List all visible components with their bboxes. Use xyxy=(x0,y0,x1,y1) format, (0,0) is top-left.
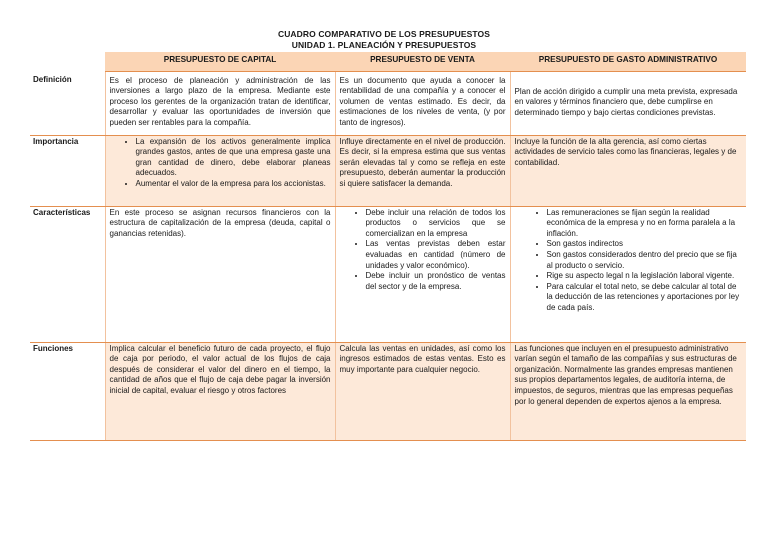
header-row xyxy=(30,52,746,71)
cell-importancia-venta: Influye directamente en el nivel de producción. Es decir, si la empresa estima que sus ventas serán elevadas tal y como se refleja en este presupuesto, deberán aumentar la producción si quiere satisfacer la demanda. xyxy=(335,135,510,206)
cell-definicion-venta: Es un documento que ayuda a conocer la rentabilidad de una compañía y a conocer el volumen de ventas estimado. Es decir, da estimaciones de los niveles de venta, (y por tanto de ingresos). xyxy=(335,71,510,135)
cell-definicion-gasto: Plan de acción dirigido a cumplir una meta prevista, expresada en valores y términos financiero que, debe cumplirse en determinado tiempo y bajo ciertas condiciones previstas. xyxy=(510,71,746,135)
list-item: • Las remuneraciones se fijan según la realidad económica de la empresa y no en forma paralela a la inflación. xyxy=(547,208,743,240)
document-subtitle: UNIDAD 1. PLANEACIÓN Y PRESUPUESTOS xyxy=(291,40,477,50)
list-item: • Son gastos indirectos xyxy=(547,239,743,250)
cell-caracteristicas-venta xyxy=(335,206,510,342)
cell-caracteristicas-capital: En este proceso se asignan recursos financieros con la estructura de capitalización de la empresa (deuda, capital o ganancias retenidas). xyxy=(105,206,335,342)
list-item: • Son gastos considerados dentro del precio que se fija al producto o servicio. xyxy=(547,250,743,271)
list-item: • La expansión de los activos generalmente implica grandes gastos, antes de que una empresa gaste una gran cantidad de dinero, debe elaborar planeas adecuados. xyxy=(136,137,331,179)
list-item: • Rige su aspecto legal n la legislación laboral vigente. xyxy=(547,271,743,282)
cell-caracteristicas-gasto xyxy=(510,206,746,342)
row-caracteristicas xyxy=(30,206,746,342)
list-item: • Debe incluir un pronóstico de ventas del sector y de la empresa. xyxy=(366,271,506,292)
header-corner xyxy=(30,52,105,71)
row-label-definicion: Definición xyxy=(30,71,105,135)
header-gasto: PRESUPUESTO DE GASTO ADMINISTRATIVO xyxy=(510,52,746,71)
list-item: • Las ventas previstas deben estar evaluadas en cantidad (número de unidades y valor económico). xyxy=(366,239,506,271)
header-capital: PRESUPUESTO DE CAPITAL xyxy=(105,52,335,71)
cell-definicion-capital: Es el proceso de planeación y administración de las inversiones a largo plazo de la empresa. Mediante este proceso los gerentes de la organización tratan de identificar, desarrollar y evaluar las oportunidades de inversión que pueden ser rentables para la compañía. xyxy=(105,71,335,135)
cell-funciones-gasto: Las funciones que incluyen en el presupuesto administrativo varían según el tamaño de las compañías y sus estructuras de organización. Normalmente las grandes empresas mantienen sus propios departamentos legales, de auditoría interna, de impuestos, de seguros, mientras que las empresas pequeñas por lo general dependen de expertos ajenos a la empresa. xyxy=(510,342,746,440)
list-item: • Aumentar el valor de la empresa para los accionistas. xyxy=(136,179,331,190)
row-importancia xyxy=(30,135,746,206)
row-label-importancia: Importancia xyxy=(30,135,105,206)
cell-importancia-gasto: Incluye la función de la alta gerencia, así como ciertas actividades de servicio tales como las financieras, legales y de contabilidad. xyxy=(510,135,746,206)
cell-funciones-venta: Calcula las ventas en unidades, así como los ingresos estimados de estas ventas. Esto es muy importante para cualquier negocio. xyxy=(335,342,510,440)
comparison-table xyxy=(30,52,746,441)
cell-importancia-capital xyxy=(105,135,335,206)
row-label-funciones: Funciones xyxy=(30,342,105,440)
row-funciones xyxy=(30,342,746,440)
cell-funciones-capital: Implica calcular el beneficio futuro de cada proyecto, el flujo de caja por periodo, el valor actual de los flujos de caja después de considerar el valor del dinero en el tiempo, la cantidad de años que el flujo de caja debe pagar la inversión inicial de capital, evaluar el riesgo y otros factores xyxy=(105,342,335,440)
list-item: • Debe incluir una relación de todos los productos o servicios que se comercializan en la empresa xyxy=(366,208,506,240)
row-label-caracteristicas: Características xyxy=(30,206,105,342)
list-item: • Para calcular el total neto, se debe calcular al total de la deducción de las retenciones y aportaciones por ley de cada país. xyxy=(547,282,743,314)
header-venta: PRESUPUESTO DE VENTA xyxy=(335,52,510,71)
document-title: CUADRO COMPARATIVO DE LOS PRESUPUESTOS xyxy=(277,29,491,39)
row-definicion xyxy=(30,71,746,135)
